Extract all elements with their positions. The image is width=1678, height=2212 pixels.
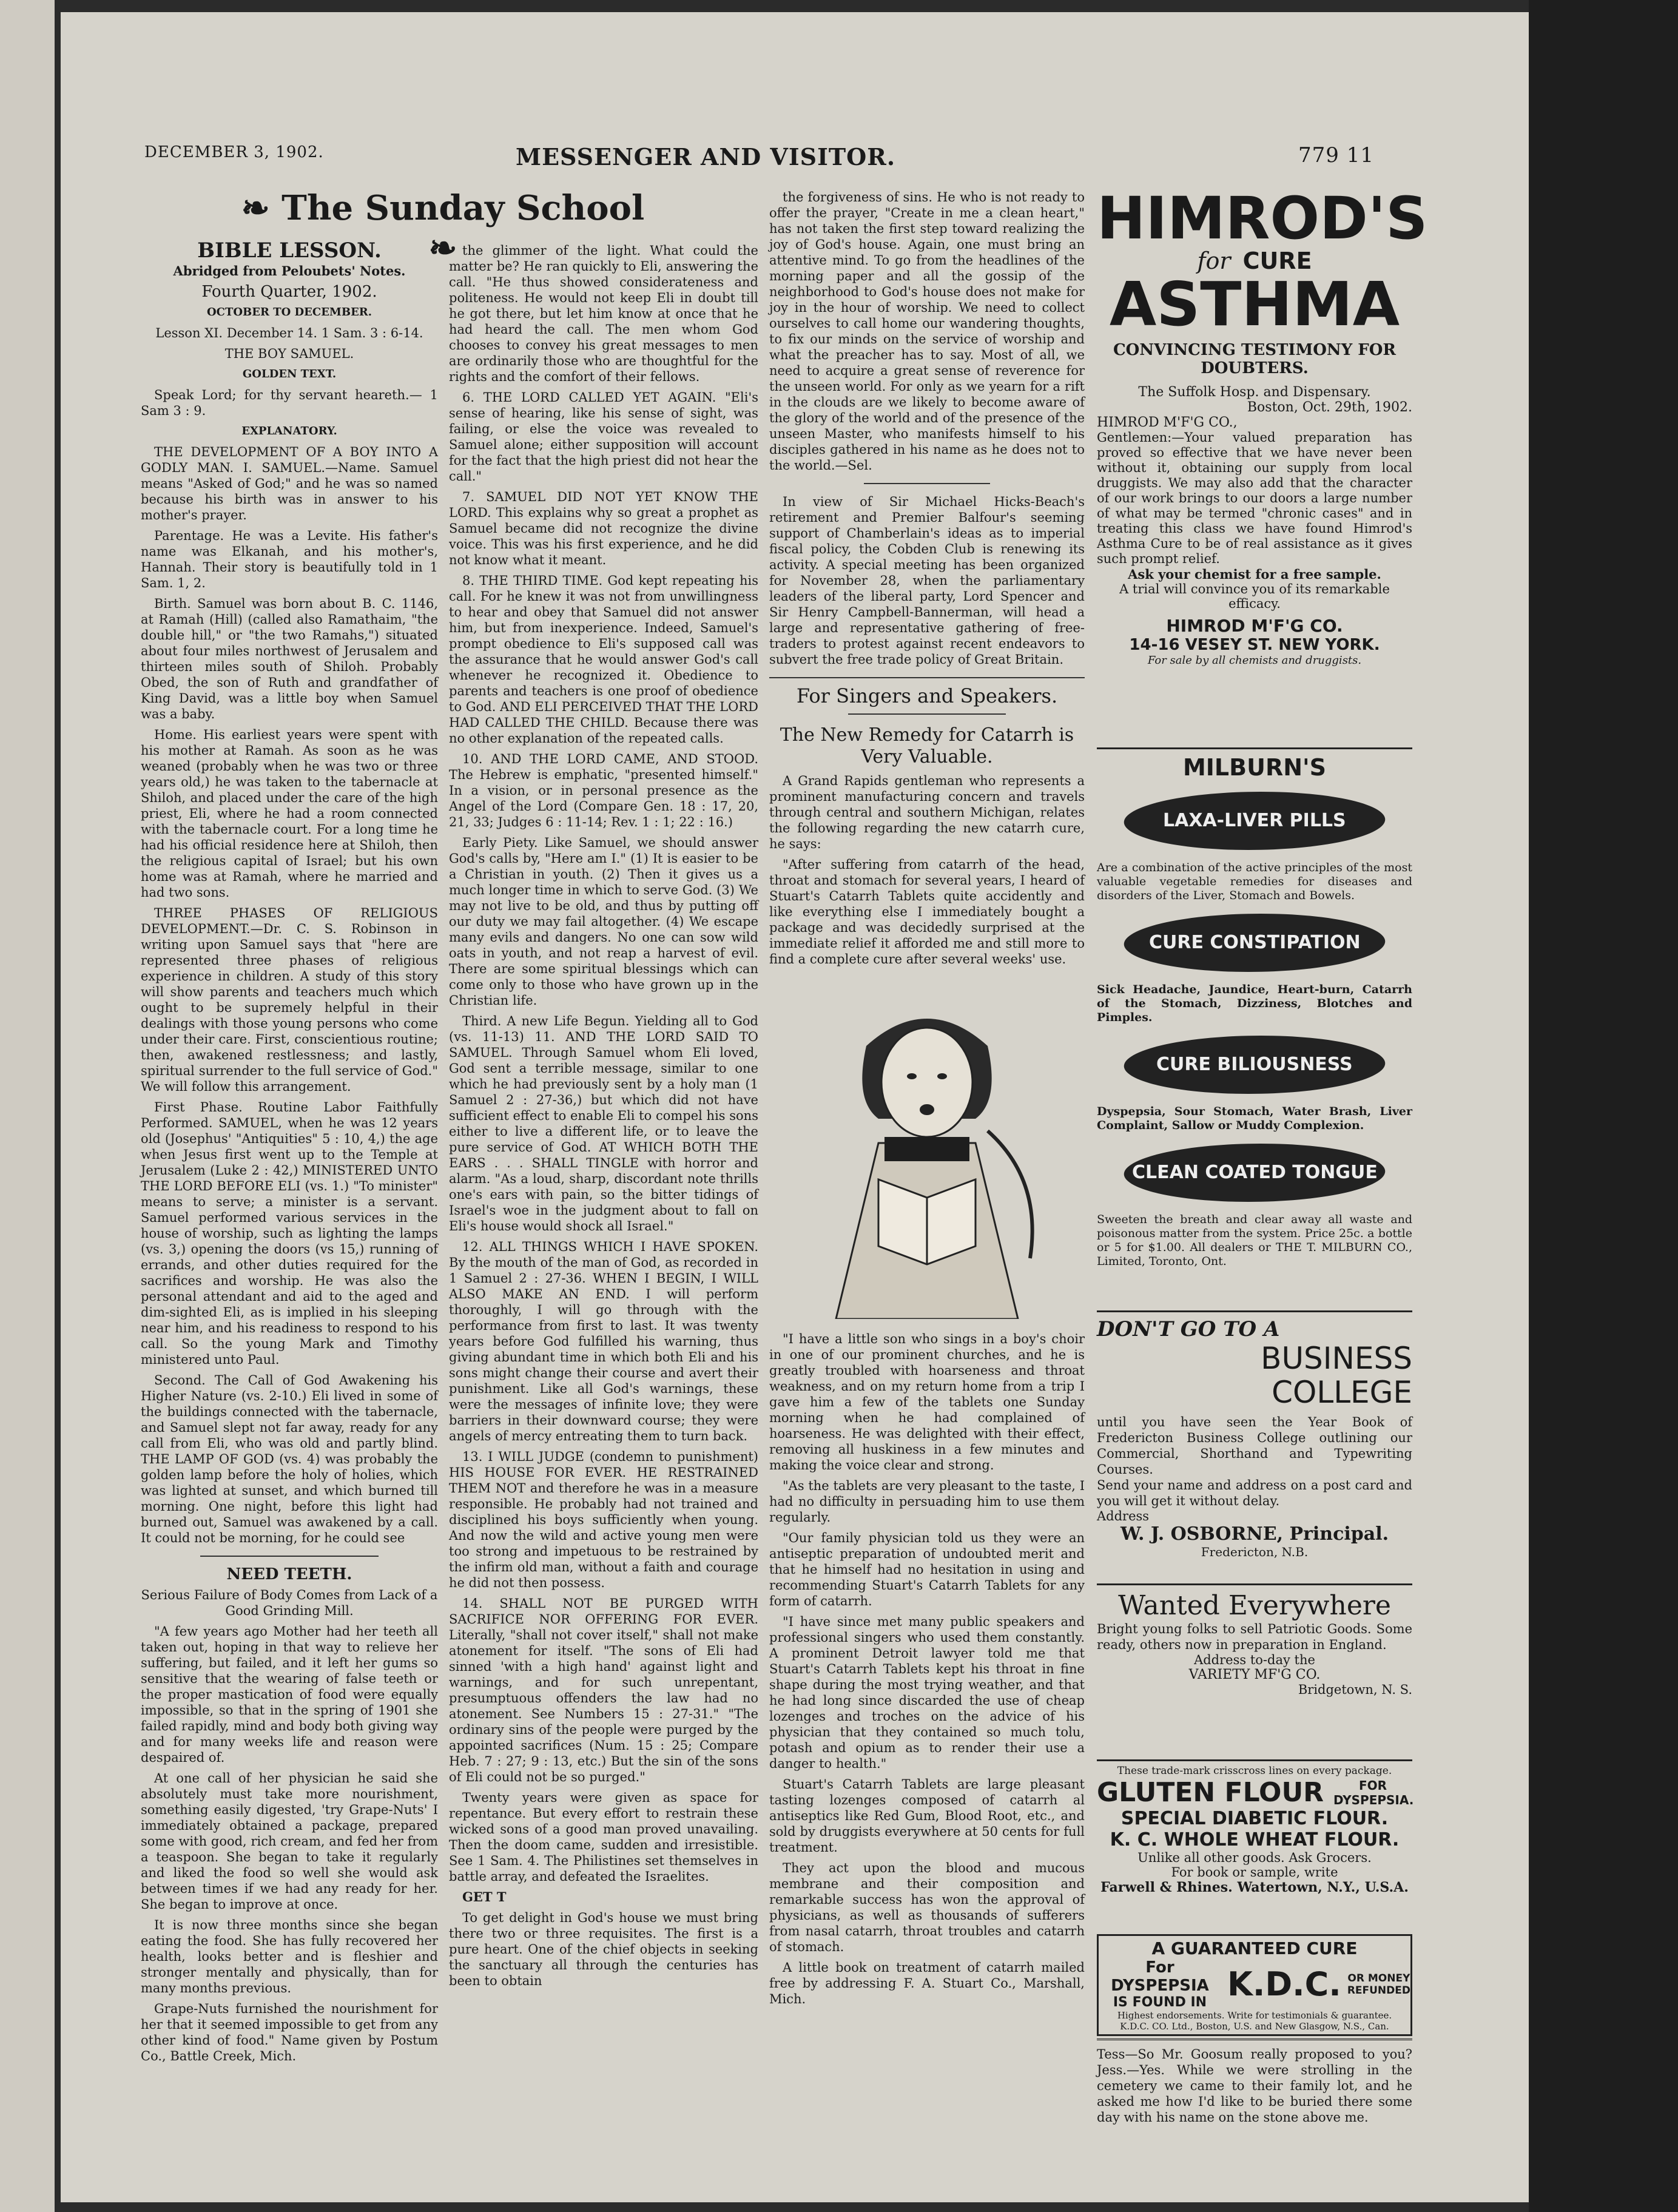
himrod-ad [1097, 184, 1428, 667]
kdc-company: K.D.C. CO. Ltd., Boston, U.S. and New Glasgow, N.S., Can. [1120, 2021, 1389, 2032]
lesson-paragraph: Twenty years were given as space for repentance. But every effort to restrain these wicked sons of a good man proved unavailing. Then the doom came, sudden and irresistible. See 1 Sam. 4. The Philistines set themselves in battle array, and defeated the Israelites. [449, 1790, 758, 1884]
wanted-city: Bridgetown, N. S. [1298, 1682, 1412, 1697]
singers-paragraph: A Grand Rapids gentleman who represents a prominent manufacturing concern and travels through central and southern Michigan, relates the following regarding the new catarrh cure, he says: [769, 774, 1085, 851]
milburn-desc: Sick Headache, Jaundice, Heart-burn, Catarrh of the Stomach, Dizziness, Blotches and Pimples. [1097, 983, 1412, 1024]
kdc-for: For DYSPEPSIA [1111, 1958, 1209, 1995]
lesson-subject: THE BOY SAMUEL. [224, 346, 354, 361]
milburn-desc: Sweeten the breath and clear away all waste and poisonous matter from the system. Price 25c. a bottle or 5 for $1.00. All dealers or THE T. MILBURN CO., Limited, Toronto, Ont. [1097, 1213, 1412, 1268]
singers-paragraph: "After suffering from catarrh of the head, throat and stomach for several years, I heard of Stuart's Catarrh Tablets quite accidently and like everything else I immediately bought a package and was decidedly surprised at the immediate relief it afforded me and still more to find a complete cure after several weeks' use. [769, 857, 1085, 966]
himrod-ask: Ask your chemist for a free sample. [1128, 567, 1381, 582]
teeth-heading: NEED TEETH. [226, 1565, 352, 1583]
himrod-from: The Suffolk Hosp. and Dispensary. [1138, 385, 1371, 400]
college-word: COLLEGE [1272, 1375, 1412, 1410]
lesson-paragraph: 14. SHALL NOT BE PURGED WITH SACRIFICE NOR OFFERING FOR EVER. Literally, "shall not cover itself," shall not make atonement for itself. "The sons of Eli had sinned 'with a high hand' against light and warnings, and for such unrepentant, presumptuous offenders the law had no atonement. See Numbers 15 : 27-31." "The ordinary sins of the people were purged by the appointed sacrifices (Num. 15 : 25; Compare Heb. 7 : 27; 9 : 13, etc.) But the sin of the sons of Eli could not be so purged." [449, 1596, 758, 1784]
teeth-paragraph: It is now three months since she began eating the food. She has fully recovered her health, looks better and is fleshier and stronger mentally and physically, than for many months previous. [141, 1918, 438, 1995]
himrod-company: HIMROD M'F'G CO. [1166, 616, 1343, 636]
lesson-paragraph: the glimmer of the light. What could the matter be? He ran quickly to Eli, answering the call. "He thus showed considerateness and politeness. He would not keep Eli in doubt till he got there, but let him know at once that he had heard the call. The men whom God chooses to convey his great messages to men are ordinarily those who are thoughtful for the rights and the comfort of their fellows. [449, 243, 758, 384]
kdc-brand: K.D.C. [1227, 1965, 1341, 2003]
divider [848, 713, 1006, 715]
wanted-ad [1097, 1583, 1412, 1697]
business-address-label: Address [1097, 1509, 1150, 1523]
himrod-addressee: HIMROD M'F'G CO., [1097, 415, 1238, 430]
himrod-tagline: CONVINCING TESTIMONY FOR DOUBTERS. [1113, 341, 1397, 377]
lesson-paragraph: Second. The Call of God Awakening his Higher Nature (vs. 2-10.) Eli lived in some of the buildings connected with the tabernacle, and Samuel slept not far away, ready for any call from Eli, who was old and partly blind. THE LAMP OF GOD (vs. 4) was probably the golden lamp before the holy of holies, which was lighted at sunset, and which burned till morning. One night, before this light had burned out, Samuel was awakened by a call. It could not be morning, for he could see [141, 1373, 438, 1545]
scanner-edge [1529, 0, 1678, 2212]
kdc-guaranteed: A GUARANTEED CURE [1151, 1938, 1358, 1958]
teeth-paragraph: Grape-Nuts furnished the nourishment for her that it seemed impossible to get from any other kind of food." Name given by Postum Co., Battle Creek, Mich. [141, 2001, 438, 2063]
himrod-sale: For sale by all chemists and druggists. [1147, 654, 1362, 667]
lesson-paragraph: THE DEVELOPMENT OF A BOY INTO A GODLY MAN. I. SAMUEL.—Name. Samuel means "Asked of God;" and he was so named because his birth was in answer to his mother's prayer. [141, 445, 438, 522]
himrod-for: for [1197, 248, 1231, 274]
himrod-asthma: ASTHMA [1109, 269, 1400, 340]
lesson-quarter: Fourth Quarter, 1902. [201, 283, 377, 301]
lesson-title: BIBLE LESSON. [197, 238, 382, 263]
cobden-paragraph: In view of Sir Michael Hicks-Beach's retirement and Premier Balfour's seeming support of Chamberlain's ideas as to imperial fiscal policy, the Cobden Club is renewing its activity. A special meeting has been organized for November 28, when the parliamentary leaders of the liberal party, Lord Spencer and Sir Henry Campbell-Bannerman, will head a large and representative gathering of free-traders to protest against recent endeavors to subvert the free trade policy of Great Britain. [769, 494, 1085, 667]
ornament-right-icon: ❧ [428, 228, 457, 268]
lesson-paragraph: Home. His earliest years were spent with his mother at Ramah. As soon as he was weaned (probably when he was two or three years old,) he was taken to the tabernacle at Shiloh, and placed under the care of the high priest, Eli, where he had a room connected with the tabernacle court. For a long time he had his official residence here at Shiloh, then the religious capital of Israel; but his own home was at Ramah, where he married and had two sons. [141, 727, 438, 900]
joke-text: Tess—So Mr. Goosum really proposed to you? Jess.—Yes. While we were strolling in the cemetery we came to their family lot, and he asked me how I'd like to be buried there some day with his name on the stone above me. [1097, 2047, 1412, 2125]
milburn-ad [1097, 747, 1412, 1269]
lesson-paragraph: Parentage. He was a Levite. His father's name was Elkanah, and his mother's, Hannah. Their story is beautifully told in 1 Sam. 1, 2. [141, 528, 438, 590]
teeth-paragraph: "A few years ago Mother had her teeth all taken out, hoping in that way to relieve her suffering, but failed, and it left her gums so sensitive that the wearing of false teeth or the proper mastication of food were equally impossible, so that in the spring of 1901 she failed rapidly, mind and body both giving way and for many weeks life and reason were despaired of. [141, 1624, 438, 1765]
business-text: Send your name and address on a post card and you will get it without delay. [1097, 1478, 1412, 1508]
milburn-leaf-label: CURE BILIOUSNESS [1118, 1036, 1391, 1094]
choirboy-drawing [787, 979, 1066, 1319]
lesson-paragraph: 7. SAMUEL DID NOT YET KNOW THE LORD. This explains why so great a prophet as Samuel became did not recognize the divine voice. This was his first experience, and he did not know what it meant. [449, 490, 758, 567]
gluten-ad [1097, 1759, 1412, 1895]
teeth-paragraph: At one call of her physician he said she absolutely must take more nourishment, something easily digested, 'try Grape-Nuts' I immediately obtained a package, prepared some with good, rich cream, and fed her from a teaspoon. She began to take it regularly and liked the food so well she would ask between times if we had any ready for her. She began to improve at once. [141, 1771, 438, 1912]
singers-paragraph: A little book on treatment of catarrh mailed free by addressing F. A. Stuart Co., Marshall, Mich. [769, 1960, 1085, 2006]
singers-paragraph: "Our family physician told us they were an antiseptic preparation of undoubted merit and that he himself had no hesitation in using and recommending Stuart's Catarrh Tablets for any form of catarrh. [769, 1531, 1085, 1608]
singers-paragraph: "I have a little son who sings in a boy's choir in one of our prominent churches, and he is greatly troubled with hoarseness and throat weakness, and on my return home from a trip I gave him a few of the tablets one Sunday morning when he had complained of hoarseness. He was delighted with their effect, removing all huskiness in a few minutes and making the voice clear and strong. [769, 1332, 1085, 1472]
singers-heading: For Singers and Speakers. [796, 684, 1058, 707]
gluten-name: GLUTEN FLOUR [1097, 1777, 1324, 1808]
himrod-brand: HIMROD'S [1097, 184, 1428, 252]
gluten-top: These trade-mark crisscross lines on every package. [1117, 1765, 1392, 1777]
wanted-address: Address to-day the [1194, 1653, 1315, 1667]
gluten-line: K. C. WHOLE WHEAT FLOUR. [1110, 1829, 1400, 1850]
business-principal: W. J. OSBORNE, Principal. [1120, 1523, 1389, 1545]
business-text: until you have seen the Year Book of Fredericton Business College outlining our Commercial, Shorthand and Typewriting Courses. [1097, 1415, 1412, 1477]
column-2 [449, 243, 758, 1994]
lesson-paragraph: Third. A new Life Begun. Yielding all to God (vs. 11-13) 11. AND THE LORD SAID TO SAMUEL. Through Samuel whom Eli loved, God sent a terrible message, similar to one which he had previously sent by a holy man (1 Samuel 2 : 27-36,) but which did not have sufficient effect to enable Eli to compel his sons either to live a different life, or to leave the pure service of God. AT WHICH BOTH THE EARS . . . SHALL TINGLE with horror and alarm. "As a loud, sharp, discordant note thrills one's ears with pain, so the bitter tidings of Israel's woe in the judgment about to fall on Eli's house would shock all Israel." [449, 1014, 758, 1233]
gluten-line: Unlike all other goods. Ask Grocers. [1137, 1850, 1372, 1865]
lesson-paragraph: Birth. Samuel was born about B. C. 1146, at Ramah (Hill) (called also Ramathaim, "the double hill," or "the two Ramahs,") situated about four miles northwest of Jerusalem and thirteen miles south of Shiloh. Probably Obed, the son of Ruth and grandfather of King David, was a little boy when Samuel was a baby. [141, 596, 438, 721]
lesson-paragraph: THREE PHASES OF RELIGIOUS DEVELOPMENT.—Dr. C. S. Robinson in writing upon Samuel says that "here are represented three phases of religious experience in children. A study of this story will show parents and teachers much which ought to be supremely helpful in their dealings with those young persons who come under their care. First, conscientious routine; then, awakened restlessness; and lastly, spiritual surrender to the full service of God." We will follow this arrangement. [141, 906, 438, 1094]
himrod-cure: CURE [1242, 248, 1312, 274]
golden-text-label: GOLDEN TEXT. [242, 368, 337, 380]
ornament-left-icon: ❧ [241, 188, 282, 228]
divider [864, 483, 990, 484]
sunday-school-title: ❧ The Sunday School ❧ [241, 188, 645, 268]
issue-date: DECEMBER 3, 1902. [144, 143, 324, 161]
kdc-refund: OR MONEY REFUNDED [1347, 1972, 1410, 1997]
kdc-small: Highest endorsements. Write for testimonials & guarantee. [1117, 2010, 1392, 2021]
adjacent-page-strip [0, 0, 55, 2212]
gluten-line: For book or sample, write [1171, 1865, 1338, 1880]
gluten-line: SPECIAL DIABETIC FLOUR. [1120, 1808, 1389, 1829]
lesson-paragraph: 13. I WILL JUDGE (condemn to punishment) HIS HOUSE FOR EVER. HE RESTRAINED THEM NOT and therefore he was in a measure responsible. He probably had not trained and disciplined his boys sufficiently when young. And now the wild and active young men were too strong and impetuous to be restrained by the infirm old man, without a faith and courage he did not then possess. [449, 1449, 758, 1590]
wanted-text: Bright young folks to sell Patriotic Goods. Some ready, others now in preparation in England. [1097, 1622, 1412, 1652]
lesson-paragraph: 8. THE THIRD TIME. God kept repeating his call. For he knew it was not from unwillingness to hear and obey that Samuel did not answer him, but from inexperience. Indeed, Samuel's prompt obedience to Eli's supposed call was the assurance that he would answer God's call whenever he recognized it. Obedience to parents and teachers is one proof of obedience to God. AND ELI PERCEIVED THAT THE LORD HAD CALLED THE CHILD. Because there was no other explanation of the repeated calls. [449, 573, 758, 746]
milburn-leaf-label: CLEAN COATED TONGUE [1118, 1144, 1391, 1202]
milburn-desc: Are a combination of the active principles of the most valuable vegetable remedies for diseases and disorders of the Liver, Stomach and Bowels. [1097, 861, 1412, 902]
himrod-trial: A trial will convince you of its remarkable efficacy. [1119, 582, 1390, 611]
milburn-desc: Dyspepsia, Sour Stomach, Water Brash, Liver Complaint, Sallow or Muddy Complexion. [1097, 1105, 1412, 1132]
lesson-source: Abridged from Peloubets' Notes. [173, 263, 406, 278]
column-3 [769, 189, 1085, 2012]
singers-paragraph: Stuart's Catarrh Tablets are large pleasant tasting lozenges composed of catarrh al antiseptics like Red Gum, Blood Root, etc., and sold by druggists everywhere at 50 cents for full treatment. [769, 1777, 1085, 1855]
lesson-paragraph: 12. ALL THINGS WHICH I HAVE SPOKEN. By the mouth of the man of God, as recorded in 1 Samuel 2 : 27-36. WHEN I BEGIN, I WILL ALSO MAKE AN END. I will perform thoroughly, I will go through with the performance from first to last. It was twenty years before God fulfilled his warning, thus giving abundant time in which both Eli and his sons might change their course and avert their punishment. Like all God's warnings, these were the messages of infinite love; they were barriers in their downward course; they were angels of mercy entreating them to turn back. [449, 1239, 758, 1443]
section-heading-fragment: GET T [462, 1889, 507, 1904]
page-number: 779 11 [1298, 143, 1374, 167]
explanatory-label: EXPLANATORY. [241, 425, 337, 437]
milburn-leaf-label: CURE CONSTIPATION [1118, 914, 1391, 972]
lesson-paragraph: 10. AND THE LORD CAME, AND STOOD. The Hebrew is emphatic, "presented himself." In a vision, or in personal presence as the Angel of the Lord (Compare Gen. 18 : 17, 20, 21, 33; Judges 6 : 11-14; Rev. 1 : 1; 22 : 16.) [449, 752, 758, 829]
lesson-paragraph: Early Piety. Like Samuel, we should answer God's calls by, "Here am I." (1) It is easier to be a Christian in youth. (2) Then it gives us a much longer time in which to serve God. (3) We may not live to be old, and thus by putting off our duty we may fail altogether. (4) We escape many evils and dangers. No one can sow wild oats in youth, and not reap a harvest of evil. There are some spiritual blessings which can come only to those who have grown up in the Christian life. [449, 835, 758, 1008]
divider [769, 677, 1085, 678]
golden-text: Speak Lord; for thy servant heareth.— 1 Sam 3 : 9. [141, 388, 438, 418]
kdc-ad [1097, 1934, 1412, 2036]
wanted-company: VARIETY MF'G CO. [1188, 1667, 1321, 1682]
lesson-paragraph: 6. THE LORD CALLED YET AGAIN. "Eli's sense of hearing, like his sense of sight, was failing, or else the voice was revealed to Samuel alone; either supposition will account for the fact that the high priest did not hear the call." [449, 390, 758, 484]
column-1 [141, 238, 438, 2069]
business-college-ad [1097, 1310, 1412, 1559]
kdc-found: IS FOUND IN [1113, 1995, 1207, 2010]
himrod-letter: Gentlemen:—Your valued preparation has proved so effective that we have never been without it, obtaining our supply from local druggists. We may also add that the character of our work brings to our doors a large number of what may be termed "chronic cases" and in treating this class we have found Himrod's Asthma Cure to be of real assistance as it gives such prompt relief. [1097, 430, 1412, 566]
business-city: Fredericton, N.B. [1201, 1545, 1309, 1559]
himrod-address: 14-16 VESEY ST. NEW YORK. [1129, 636, 1380, 654]
milburn-leaf-label: LAXA-LIVER PILLS [1118, 792, 1391, 850]
lesson-months: OCTOBER TO DECEMBER. [206, 306, 372, 319]
paper-title: MESSENGER AND VISITOR. [516, 143, 896, 170]
lesson-reference: Lesson XI. December 14. 1 Sam. 3 : 6-14. [155, 326, 423, 340]
singers-paragraph: "As the tablets are very pleasant to the taste, I had no difficulty in persuading him to use them regularly. [769, 1479, 1085, 1525]
lesson-paragraph: To get delight in God's house we must bring there two or three requisites. The first is a pure heart. One of the chief objects in seeking the sanctuary all through the centuries has been to obtain [449, 1910, 758, 1988]
teeth-subheading: Serious Failure of Body Comes from Lack of a Good Grinding Mill. [141, 1588, 438, 1618]
business-word: BUSINESS [1261, 1341, 1412, 1376]
lesson-paragraph: First Phase. Routine Labor Faithfully Performed. SAMUEL, when he was 12 years old (Josephus' "Antiquities" 5 : 10, 4,) the age when Jesus first went up to the Temple at Jerusalem (Luke 2 : 42,) MINISTERED UNTO THE LORD BEFORE ELI (vs. 1.) "To minister" means to serve; a minister is a servant. Samuel performed various services in the house of worship, such as lighting the lamps (vs. 3,) opening the doors (vs 15,) running of errands, and other duties required for the sacrifices and worship. He was also the personal attendant and aid to the aged and dim-sighted Eli, as is implied in his sleeping near him, and his readiness to respond to his call. So the young Mark and Timothy ministered unto Paul. [141, 1100, 438, 1367]
singers-subheading: The New Remedy for Catarrh is Very Valuable. [780, 724, 1074, 767]
lesson-paragraph: the forgiveness of sins. He who is not ready to offer the prayer, "Create in me a clean heart," has not taken the first step toward realizing the joy of God's house. Again, one must bring an attentive mind. To go from the headlines of the morning paper and all the gossip of the neighborhood to God's house does not make for joy in the hour of worship. We need to collect ourselves to call home our wandering thoughts, to fix our minds on the service of worship and what the preacher has to say. Most of all, we need to acquire a great sense of reverence for the unseen world. For only as we yearn for a rift in the clouds are we likely to become aware of the glory of the world and of the presence of the unseen Master, who manifests himself to his disciples gathered in his name as he does not to the world.—Sel. [769, 190, 1085, 473]
gluten-maker: Farwell & Rhines. Watertown, N.Y., U.S.A. [1100, 1880, 1409, 1895]
business-dont: DON'T GO TO A [1097, 1317, 1280, 1341]
singers-paragraph: They act upon the blood and mucous membrane and their composition and remarkable success has won the approval of physicians, as well as thousands of sufferers from nasal catarrh, throat troubles and catarrh of stomach. [769, 1861, 1085, 1954]
divider [200, 1556, 379, 1557]
joke-item [1097, 2038, 1412, 2125]
singers-paragraph: "I have since met many public speakers and professional singers who used them constantly. A prominent Detroit lawyer told me that Stuart's Catarrh Tablets kept his throat in fine shape during the most trying weather, and that he had long since discarded the use of cheap lozenges and troches on the advice of his physician that they contained so much tolu, potash and opium as to render their use a danger to health." [769, 1614, 1085, 1771]
wanted-heading: Wanted Everywhere [1118, 1590, 1391, 1621]
milburn-brand: MILBURN'S [1182, 754, 1327, 781]
gluten-for: FOR DYSPEPSIA. [1333, 1778, 1414, 1807]
himrod-place-date: Boston, Oct. 29th, 1902. [1247, 400, 1412, 415]
choirboy-illustration [787, 979, 1066, 1319]
